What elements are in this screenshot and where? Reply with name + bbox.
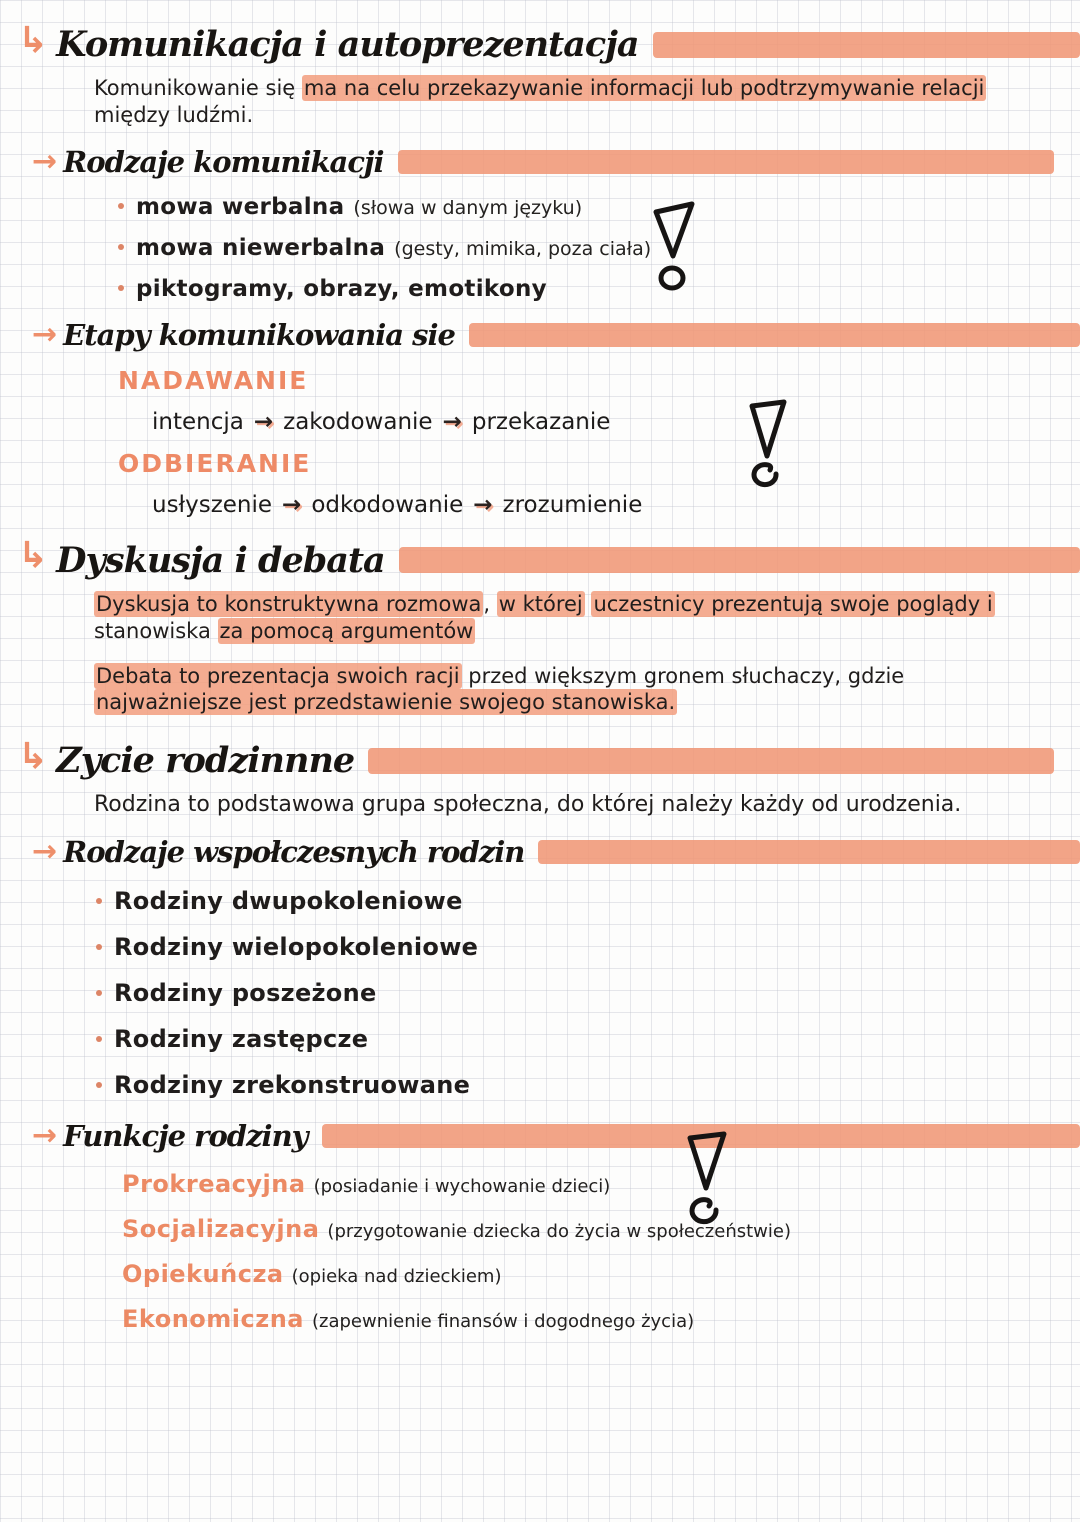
dyskusja-text-highlighted: Dyskusja to konstruktywna rozmowa <box>96 591 482 616</box>
list-item-desc: (słowa w danym języku) <box>353 196 583 219</box>
function-term: Opiekuńcza <box>122 1260 284 1289</box>
bullet-dot-icon <box>96 990 102 996</box>
family-type-label: Rodziny zrekonstruowane <box>114 1071 471 1100</box>
bullet-dot-icon <box>96 898 102 904</box>
list-item-term: mowa werbalna <box>136 193 345 220</box>
step-arrow-icon: → <box>473 491 493 518</box>
branch-arrow-icon: ↳ <box>18 535 49 577</box>
highlight-bar <box>399 547 1080 573</box>
branch-arrow-icon: ↳ <box>18 19 49 61</box>
list-item-desc: (gesty, mimika, poza ciała) <box>394 237 652 260</box>
step-arrow-icon: → <box>282 491 302 518</box>
intro-text-highlighted: ma na celu przekazywanie informacji lub podtrzymywanie relacji <box>303 76 985 100</box>
step-arrow-icon: → <box>253 408 274 435</box>
family-function-row <box>122 1260 1080 1288</box>
right-arrow-icon: → <box>32 1118 58 1154</box>
stage-label-sending: NADAWANIE <box>118 365 309 395</box>
function-term: Ekonomiczna <box>122 1305 304 1334</box>
subsection-title-communication-stages: Etapy komunikowania sie <box>63 317 455 352</box>
exclamation-doodle-icon <box>678 1126 736 1231</box>
list-item <box>96 933 1080 961</box>
list-item-term: piktogramy, obrazy, emotikony <box>136 275 547 302</box>
function-term: Socjalizacyjna <box>122 1215 320 1244</box>
list-item <box>118 235 1080 261</box>
function-desc: (zapewnienie finansów i dogodnego życia) <box>311 1311 695 1333</box>
dyskusja-text: stanowiska <box>94 591 1002 643</box>
function-desc: (posiadanie i wychowanie dzieci) <box>313 1176 611 1198</box>
highlight-bar <box>469 323 1080 347</box>
exclamation-doodle-icon <box>645 198 703 298</box>
bullet-dot-icon <box>96 944 102 950</box>
section-title-communication: Komunikacja i autoprezentacja <box>56 24 639 65</box>
intro-text: między ludźmi. <box>94 76 994 127</box>
family-type-label: Rodziny wielopokoleniowe <box>114 933 479 962</box>
section-title-family: Zycie rodzinnne <box>56 740 355 782</box>
list-item <box>118 194 1080 220</box>
function-desc: (opieka nad dzieckiem) <box>291 1266 502 1288</box>
step-text: zakodowanie <box>283 408 433 435</box>
family-definition-paragraph <box>94 791 1020 819</box>
exclamation-doodle-icon <box>740 396 798 496</box>
family-type-label: Rodziny zastępcze <box>114 1025 369 1054</box>
bullet-dot-icon <box>118 244 124 250</box>
step-text: usłyszenie <box>152 491 273 518</box>
subsection-title-family-types: Rodzaje wspołczesnych rodzin <box>63 835 525 870</box>
family-function-row <box>122 1305 1080 1333</box>
list-item <box>96 979 1080 1007</box>
highlight-bar <box>398 150 1054 174</box>
list-item <box>118 276 1080 302</box>
bullet-dot-icon <box>96 1036 102 1042</box>
highlight-bar <box>538 840 1080 864</box>
family-type-label: Rodziny dwupokoleniowe <box>114 887 463 916</box>
dyskusja-text-highlighted: w której <box>498 591 583 616</box>
receiving-steps <box>152 492 1080 518</box>
list-item-term: mowa niewerbalna <box>136 234 386 261</box>
family-types-list <box>18 887 1080 1099</box>
function-term: Prokreacyjna <box>122 1170 306 1199</box>
section-discussion-heading <box>18 535 1080 581</box>
step-arrow-icon: → <box>442 408 462 435</box>
right-arrow-icon: → <box>32 834 58 870</box>
highlight-bar <box>653 32 1080 58</box>
debata-text-highlighted: najważniejsze jest przedstawienie swojego stanowiska. <box>96 690 676 715</box>
section-title-discussion: Dyskusja i debata <box>56 539 385 581</box>
debata-text: przed większym gronem słuchaczy, gdzie <box>461 663 911 688</box>
subsection-family-functions-heading <box>18 1119 1080 1153</box>
highlight-bar <box>368 748 1054 774</box>
list-item <box>96 1025 1080 1053</box>
debata-text-highlighted: Debata to prezentacja swoich racji <box>96 663 460 688</box>
communication-intro-paragraph <box>94 75 1020 129</box>
section-communication-heading <box>18 19 1080 65</box>
branch-arrow-icon: ↳ <box>18 735 49 777</box>
dyskusja-text-highlighted: za pomocą argumentów <box>219 618 474 643</box>
stage-label-receiving: ODBIERANIE <box>118 448 312 478</box>
subsection-title-family-functions: Funkcje rodziny <box>63 1119 308 1154</box>
subsection-communication-stages-heading <box>18 318 1080 352</box>
dyskusja-text-highlighted: uczestnicy prezentują swoje poglądy i <box>593 591 993 616</box>
bullet-dot-icon <box>118 285 124 291</box>
intro-text: Komunikowanie się <box>94 76 302 100</box>
bullet-dot-icon <box>118 203 124 209</box>
family-function-row <box>122 1215 1080 1243</box>
dyskusja-text: , <box>483 591 497 616</box>
section-family-heading <box>18 735 1080 782</box>
dyskusja-paragraph <box>94 591 1020 645</box>
bullet-dot-icon <box>96 1082 102 1088</box>
step-text: intencja <box>152 408 244 435</box>
sending-steps <box>152 409 1080 435</box>
step-text: odkodowanie <box>311 491 464 518</box>
step-text: zrozumienie <box>502 491 643 518</box>
step-text: przekazanie <box>471 408 611 435</box>
function-desc: (przygotowanie dziecka do życia w społeczeństwie) <box>327 1221 791 1243</box>
family-definition-text: Rodzina to podstawowa grupa społeczna, do której należy każdy od urodzenia. <box>94 792 962 818</box>
list-item <box>96 887 1080 915</box>
debata-paragraph <box>94 663 1020 717</box>
right-arrow-icon: → <box>32 316 58 352</box>
family-function-row <box>122 1170 1080 1198</box>
family-type-label: Rodziny poszeżone <box>114 979 377 1008</box>
subsection-communication-types-heading <box>18 145 1080 179</box>
list-item <box>96 1071 1080 1099</box>
subsection-family-types-heading <box>18 835 1080 869</box>
subsection-title-communication-types: Rodzaje komunikacji <box>63 144 384 179</box>
right-arrow-icon: → <box>32 143 58 179</box>
